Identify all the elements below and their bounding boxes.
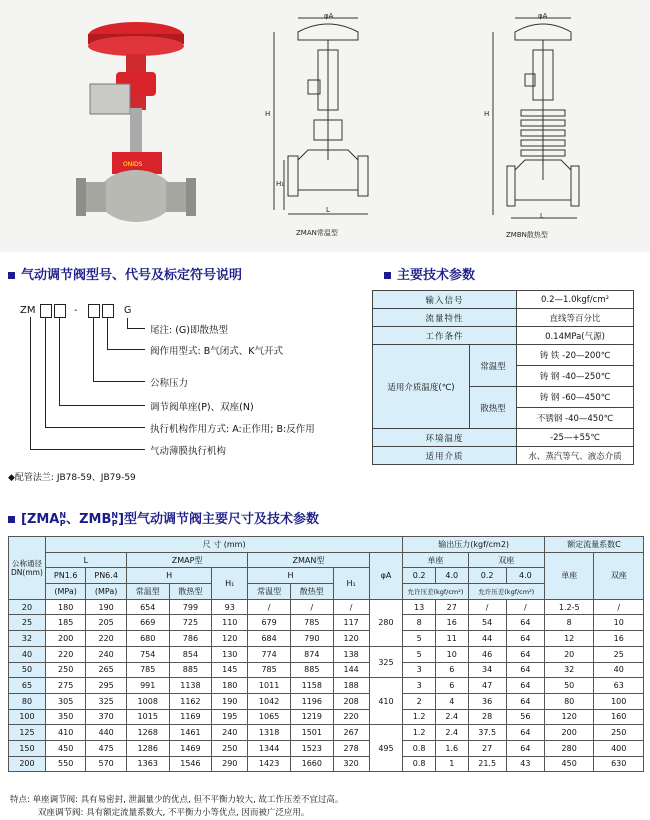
bullet-square-icon: [8, 516, 15, 523]
hdr-pn16: PN1.6: [45, 568, 85, 584]
hdr-d-40: 4.0: [506, 568, 544, 584]
phiA-cell: 410: [369, 678, 403, 725]
table-row: 125 410 440 1268 1461 240 1318 1501 267 495 1.2 2.4 37.5 64 200 250: [9, 725, 644, 741]
legend-actuator: 气动薄膜执行机构: [150, 446, 227, 457]
phiA-cell: 495: [369, 725, 403, 772]
legend-seat: 调节阀单座(P)、双座(N): [150, 402, 254, 413]
hdr-pn64: PN6.4: [86, 568, 126, 584]
zman-L-label: L: [326, 206, 330, 214]
hdr-L: L: [45, 552, 126, 568]
spec-flow-value: 直线等百分比: [517, 309, 634, 327]
zman-caption: ZMAN常温型: [296, 229, 338, 237]
legend-actuator-mode: 执行机构作用方式: A:正作用; B:反作用: [150, 424, 315, 435]
zmbn-drawing: [485, 10, 595, 225]
spec-input-label: 输入信号: [373, 291, 517, 309]
dimensions-title: [ZMAN P、ZMBN P]型气动调节阀主要尺寸及技术参数: [8, 508, 319, 528]
tech-params-title: 主要技术参数: [384, 264, 475, 283]
zmbn-L-label: L: [540, 212, 544, 220]
hdr-zmap-heat: 散热型: [169, 584, 212, 600]
spec-work-value: 0.14MPa(气源): [517, 327, 634, 345]
table-row: 40 220 240 754 854 130 774 874 138 325 5 10 46 64 20 25: [9, 646, 644, 662]
bullet-square-icon: [8, 272, 15, 279]
zmbn-H-label: H: [484, 110, 490, 118]
code-box-4: [102, 304, 114, 318]
hdr-single-seat: 单座: [544, 552, 593, 599]
spec-temp-label: 适用介质温度(℃): [373, 345, 470, 429]
spec-heat-label: 散热型: [470, 387, 517, 429]
spec-input-value: 0.2—1.0kgf/cm²: [517, 291, 634, 309]
hdr-allow-single: 允许压差(kgf/cm²): [403, 584, 468, 600]
bullet-square-icon: [384, 272, 391, 279]
zman-drawing: [258, 10, 388, 220]
spec-env-value: -25—+55℃: [517, 429, 634, 447]
hdr-output: 输出压力(kgf/cm2): [403, 537, 545, 553]
spec-normal-2: 铸 钢 -40—250℃: [517, 366, 634, 387]
legend-suffix: 尾注: (G)即散热型: [150, 325, 228, 336]
zman-H-label: H: [265, 110, 271, 118]
hdr-mpa-2: (MPa): [86, 584, 126, 600]
hdr-allow-double: 允许压差(kgf/cm²): [468, 584, 544, 600]
hdr-zmap-H1: H₁: [212, 568, 248, 599]
hdr-dn: 公称通径DN(mm): [9, 537, 46, 600]
zman-phiA-label: φA: [324, 12, 334, 20]
legend-action: 阀作用型式: B气闭式、K气开式: [150, 346, 283, 357]
table-row: 100 350 370 1015 1169 195 1065 1219 220 1.2 2.4 28 56 120 160: [9, 709, 644, 725]
hdr-zman-H: H: [248, 568, 333, 584]
zmbn-caption: ZMBN散热型: [506, 231, 548, 239]
spec-heat-1: 铸 钢 -60—450℃: [517, 387, 634, 408]
table-row: 20 180 190 654 799 93 / / / 280 13 27 / / 1.2-5 /: [9, 599, 644, 615]
spec-normal-label: 常温型: [470, 345, 517, 387]
hdr-mpa-1: (MPa): [45, 584, 85, 600]
table-row: 25 185 205 669 725 110 679 785 117 8 16 54 64 8 10: [9, 615, 644, 631]
table-row: 80 305 325 1008 1162 190 1042 1196 208 2 4 36 64 80 100: [9, 693, 644, 709]
zman-H1-label: H₁: [276, 180, 285, 188]
hdr-zman: ZMAN型: [248, 552, 369, 568]
hdr-zmap: ZMAP型: [126, 552, 247, 568]
dimensions-table: [8, 536, 644, 772]
phiA-cell: 280: [369, 599, 403, 646]
table-row: 32 200 220 680 786 120 684 790 120 5 11 44 64 12 16: [9, 631, 644, 647]
legend-pressure: 公称压力: [150, 378, 189, 389]
footnote-single: 特点: 单座调节阀: 具有易密封, 泄漏量少的优点, 但不平衡力较大, 故工作压差不宜过高。: [10, 795, 344, 805]
valve-plate: ONIDS: [123, 161, 143, 168]
hdr-zman-normal: 常温型: [248, 584, 291, 600]
hdr-rated: 额定流量系数C: [544, 537, 643, 553]
hdr-d-02: 0.2: [468, 568, 506, 584]
table-row: 65 275 295 991 1138 180 1011 1158 188 410 3 6 47 64 50 63: [9, 678, 644, 694]
flange-note: ◆配管法兰: JB78-59、JB79-59: [8, 473, 136, 483]
hdr-zman-heat: 散热型: [290, 584, 333, 600]
hdr-s-40: 4.0: [435, 568, 468, 584]
code-box-1: [40, 304, 52, 318]
hdr-single: 单座: [403, 552, 468, 568]
hero-illustration: [0, 0, 650, 252]
hdr-s-02: 0.2: [403, 568, 436, 584]
code-prefix: ZM: [20, 305, 36, 316]
phiA-cell: 325: [369, 646, 403, 677]
tech-params-table: [372, 290, 634, 465]
model-code-title: 气动调节阀型号、代号及标定符号说明: [8, 264, 242, 283]
code-box-3: [88, 304, 100, 318]
table-row: 150 450 475 1286 1469 250 1344 1523 278 0.8 1.6 27 64 280 400: [9, 740, 644, 756]
spec-medium-value: 水、蒸汽等气、液态介质: [517, 447, 634, 465]
spec-normal-1: 铸 铁 -20—200℃: [517, 345, 634, 366]
hdr-zman-H1: H₁: [333, 568, 369, 599]
spec-heat-2: 不锈钢 -40—450℃: [517, 408, 634, 429]
code-suffix: G: [124, 305, 132, 316]
hdr-size: 尺 寸 (mm): [45, 537, 402, 553]
hdr-zmap-H: H: [126, 568, 211, 584]
spec-env-label: 环境温度: [373, 429, 517, 447]
hdr-phiA: φA: [369, 552, 403, 599]
hdr-double-seat: 双座: [594, 552, 644, 599]
table-row: 200 550 570 1363 1546 290 1423 1660 320 0.8 1 21.5 43 450 630: [9, 756, 644, 772]
hdr-zmap-normal: 常温型: [126, 584, 169, 600]
valve-photo: [70, 14, 200, 244]
zmbn-phiA-label: φA: [538, 12, 548, 20]
spec-work-label: 工作条件: [373, 327, 517, 345]
spec-medium-label: 适用介质: [373, 447, 517, 465]
hdr-double: 双座: [468, 552, 544, 568]
spec-flow-label: 流量特性: [373, 309, 517, 327]
code-box-2: [54, 304, 66, 318]
footnote-double: 双座调节阀: 具有额定流量系数大, 不平衡力小等优点, 因而被广泛应用。: [38, 808, 310, 818]
code-dash: -: [74, 305, 78, 316]
table-row: 50 250 265 785 885 145 785 885 144 3 6 34 64 32 40: [9, 662, 644, 678]
